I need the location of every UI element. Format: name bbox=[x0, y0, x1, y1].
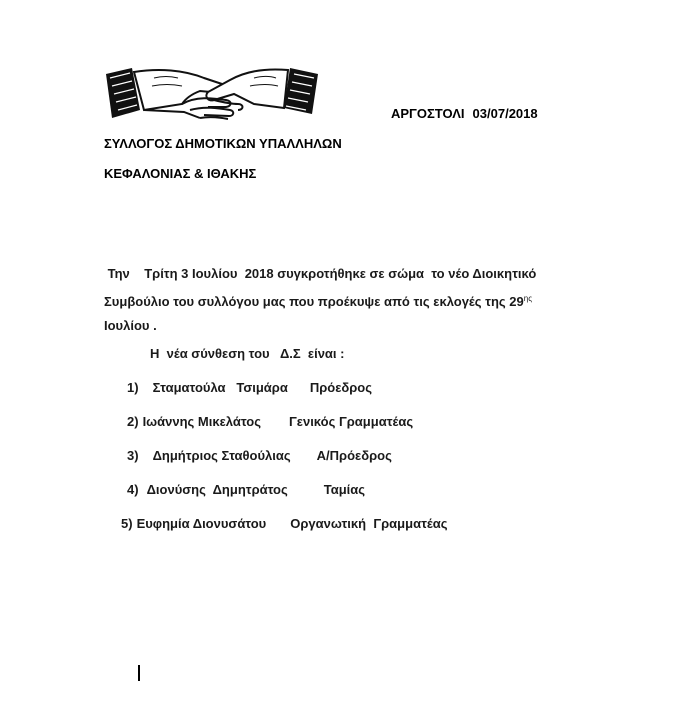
member-number: 1) bbox=[127, 380, 139, 395]
member-role: Α/Πρόεδρος bbox=[316, 448, 392, 463]
board-member-item bbox=[127, 448, 392, 463]
text-cursor[interactable] bbox=[138, 665, 140, 681]
member-number: 4) bbox=[127, 482, 139, 497]
paragraph-line-2 bbox=[104, 287, 604, 315]
member-name: Ευφημία Διονυσάτου bbox=[136, 516, 267, 531]
board-member-item bbox=[127, 414, 413, 429]
handshake-logo-icon bbox=[104, 58, 322, 124]
member-number: 5) bbox=[121, 516, 133, 531]
member-name: Δημήτριος Σταθούλιας bbox=[152, 448, 291, 463]
board-member-item bbox=[127, 380, 372, 395]
member-role: Γενικός Γραμματέας bbox=[288, 414, 414, 429]
member-name: Σταματούλα Τσιμάρα bbox=[152, 380, 288, 395]
date-place-label: ΑΡΓΟΣΤΟΛΙ bbox=[391, 106, 465, 121]
paragraph-line-2-text: Συμβούλιο του συλλόγου μας που προέκυψε από τις εκλογές της 29 bbox=[104, 293, 524, 309]
document-date bbox=[391, 106, 538, 121]
paragraph-line-1: Την Τρίτη 3 Ιουλίου 2018 συγκροτήθηκε σε σώμα το νέο Διοικητικό bbox=[104, 266, 537, 281]
organization-name-line-1: ΣΥΛΛΟΓΟΣ ΔΗΜΟΤΙΚΩΝ ΥΠΑΛΛΗΛΩΝ bbox=[104, 136, 342, 151]
board-member-item bbox=[127, 482, 365, 497]
member-name: Ιωάννης Μικελάτος bbox=[142, 414, 261, 429]
member-number: 2) bbox=[127, 414, 139, 429]
ordinal-suffix: ης bbox=[523, 293, 533, 303]
announcement-paragraph bbox=[104, 262, 604, 339]
paragraph-line-3: Ιουλίου . bbox=[104, 318, 157, 333]
organization-name-line-2: ΚΕΦΑΛΟΝΙΑΣ & ΙΘΑΚΗΣ bbox=[104, 166, 257, 181]
member-name: Διονύσης Δημητράτος bbox=[146, 482, 288, 497]
board-composition-intro: Η νέα σύνθεση του Δ.Σ είναι : bbox=[150, 346, 345, 361]
board-member-item bbox=[121, 516, 447, 531]
member-role: Πρόεδρος bbox=[309, 380, 372, 395]
member-number: 3) bbox=[127, 448, 139, 463]
member-role: Ταμίας bbox=[323, 482, 366, 497]
date-value: 03/07/2018 bbox=[472, 106, 538, 121]
member-role: Οργανωτική Γραμματέας bbox=[290, 516, 448, 531]
